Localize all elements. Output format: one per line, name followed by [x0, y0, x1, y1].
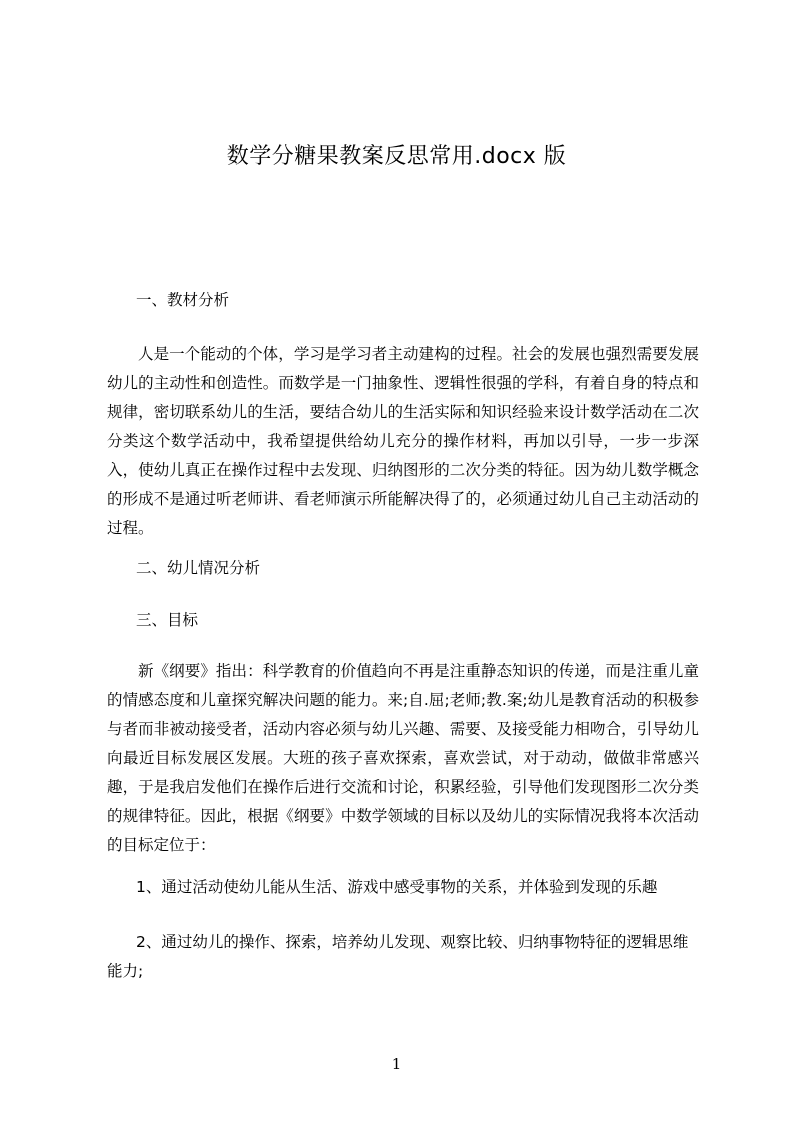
goal-item-1: 1、通过活动使幼儿能从生活、游戏中感受事物的关系，并体验到发现的乐趣 [136, 878, 658, 896]
document-title: 数学分糖果教案反思常用.docx 版 [226, 144, 567, 169]
paragraph-textbook-analysis: 人是一个能动的个体，学习是学习者主动建构的过程。社会的发展也强烈需要发展幼儿的主动性和创造性。而数学是一门抽象性、逻辑性很强的学科，有着自身的特点和规律，密切联系幼儿的生活，要结合幼儿的生活实际和知识经验来设计数学活动在二次分类这个数学活动中，我希望提供给幼儿充分的操作材料，再加以引导，一步一步深入，使幼儿真正在操作过程中去发现、归纳图形的二次分类的特征。因为幼儿数学概念的形成不是通过听老师讲、看老师演示所能解决得了的，必须通过幼儿自己主动活动的过程。 [107, 345, 699, 537]
goal-item-2: 2、通过幼儿的操作、探索，培养幼儿发现、观察比较、归纳事物特征的逻辑思维能力; [107, 933, 689, 980]
section-heading-goals: 三、目标 [136, 611, 199, 629]
paragraph-goals: 新《纲要》指出：科学教育的价值趋向不再是注重静态知识的传递，而是注重儿童的情感态度和儿童探究解决问题的能力。来;自.屈;老师;教.案;幼儿是教育活动的积极参与者而非被动接受者，活动内容必须与幼儿兴趣、需要、及接受能力相吻合，引导幼儿向最近目标发展区发展。大班的孩子喜欢探索，喜欢尝试，对于动动，做做非常感兴趣，于是我启发他们在操作后进行交流和讨论，积累经验，引导他们发现图形二次分类的规律特征。因此，根据《纲要》中数学领域的目标以及幼儿的实际情况我将本次活动的目标定位于： [107, 662, 699, 854]
section-heading-textbook-analysis: 一、教材分析 [136, 291, 230, 309]
page-number: 1 [391, 1055, 402, 1073]
section-heading-child-analysis: 二、幼儿情况分析 [136, 559, 261, 577]
